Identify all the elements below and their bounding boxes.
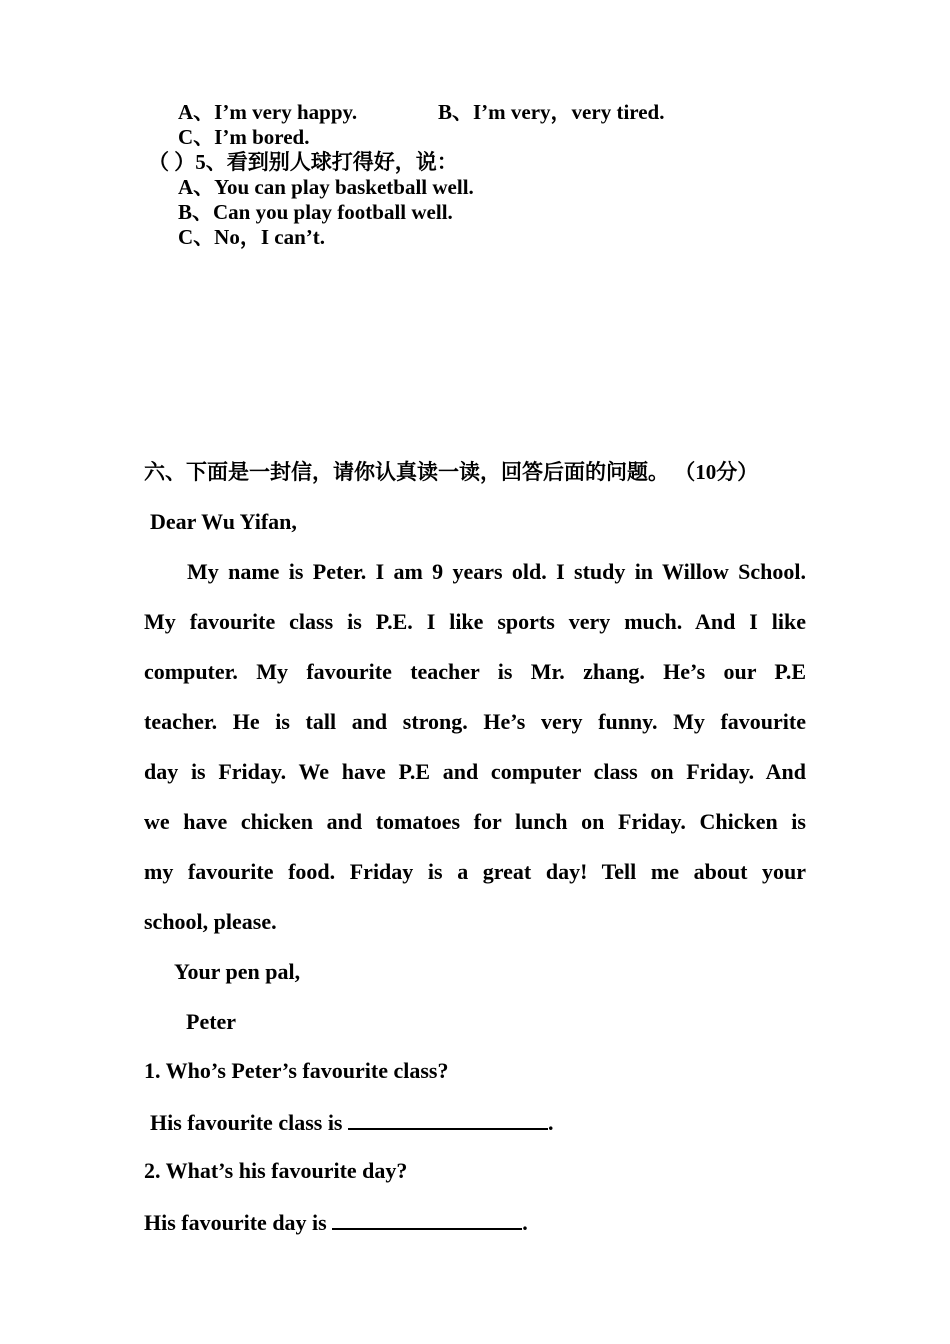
letter-line-4: teacher. He is tall and strong. He’s very funny. My favourite bbox=[144, 709, 806, 734]
answer-2-prefix: His favourite day is bbox=[144, 1210, 333, 1235]
q4-option-b: B、I’m very，very tired. bbox=[438, 100, 665, 124]
q4-option-c: C、I’m bored. bbox=[178, 125, 310, 149]
letter-line-3: computer. My favourite teacher is Mr. zhang. He’s our P.E bbox=[144, 659, 806, 684]
section6-heading: 六、下面是一封信，请你认真读一读，回答后面的问题。 （10分） bbox=[144, 460, 759, 484]
letter-signature: Peter bbox=[186, 1009, 237, 1034]
letter-line-6: we have chicken and tomatoes for lunch on Friday. Chicken is bbox=[144, 809, 806, 834]
q5-option-c: C、No，I can’t. bbox=[178, 225, 325, 249]
answer-1-suffix: . bbox=[548, 1110, 554, 1135]
letter-line-1: My name is Peter. I am 9 years old. I study in Willow School. bbox=[187, 559, 806, 584]
letter-line-2: My favourite class is P.E. I like sports very much. And I like bbox=[144, 609, 806, 634]
question-2: 2. What’s his favourite day? bbox=[144, 1158, 408, 1183]
answer-line-1 bbox=[150, 1108, 554, 1136]
q5-stem: （ ）5、看到别人球打得好，说： bbox=[148, 150, 458, 174]
letter-greeting: Dear Wu Yifan, bbox=[150, 509, 297, 534]
answer-line-2 bbox=[144, 1208, 528, 1236]
answer-2-blank[interactable] bbox=[332, 1208, 522, 1230]
question-1: 1. Who’s Peter’s favourite class? bbox=[144, 1058, 449, 1083]
q4-option-a: A、I’m very happy. bbox=[178, 100, 358, 124]
letter-closing: Your pen pal, bbox=[174, 959, 301, 984]
q5-option-b: B、Can you play football well. bbox=[178, 200, 453, 224]
q5-option-a: A、You can play basketball well. bbox=[178, 175, 474, 199]
letter-line-5: day is Friday. We have P.E and computer class on Friday. And bbox=[144, 759, 806, 784]
letter-line-8: school, please. bbox=[144, 909, 277, 934]
answer-1-prefix: His favourite class is bbox=[150, 1110, 348, 1135]
answer-2-suffix: . bbox=[522, 1210, 528, 1235]
answer-1-blank[interactable] bbox=[348, 1108, 548, 1130]
letter-line-7: my favourite food. Friday is a great day! Tell me about your bbox=[144, 859, 806, 884]
